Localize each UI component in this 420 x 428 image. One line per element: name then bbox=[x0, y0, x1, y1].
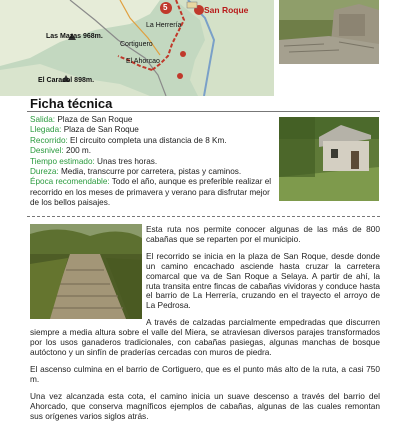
dashed-divider bbox=[27, 216, 380, 217]
photo-spacer bbox=[30, 225, 146, 321]
ficha-row-dureza bbox=[30, 167, 274, 177]
ficha-key: Llegada: bbox=[30, 125, 62, 135]
ficha-row-recorrido bbox=[30, 136, 274, 146]
ficha-tecnica-list bbox=[30, 115, 274, 209]
ficha-value: Plaza de San Roque bbox=[55, 115, 133, 124]
ficha-value: 200 m. bbox=[63, 146, 91, 156]
ficha-key: Tiempo estimado: bbox=[30, 156, 95, 166]
cabin-image bbox=[279, 117, 379, 201]
section-divider bbox=[27, 111, 380, 112]
ficha-value: Media, transcurre por carretera, pistas y caminos. bbox=[58, 167, 242, 177]
paragraph: Esta ruta nos permite conocer algunas de las más de 800 cabañas que se reparten por el municipio. bbox=[146, 224, 380, 244]
ficha-key: Época recomendable: bbox=[30, 177, 110, 187]
ficha-value: El circuito completa una distancia de 8 Km. bbox=[67, 135, 227, 145]
ficha-row-epoca bbox=[30, 177, 274, 208]
stone-wall-photo bbox=[279, 0, 379, 64]
map-label-cortiguero: Cortiguero bbox=[120, 41, 153, 48]
ficha-key: Desnivel: bbox=[30, 146, 64, 156]
cabin-photo bbox=[279, 117, 379, 201]
map-label-el-ahorcao: El Ahorcao bbox=[126, 58, 160, 65]
ficha-row-salida bbox=[30, 115, 274, 125]
map-label-la-herreria: La Herrería bbox=[146, 22, 182, 29]
paragraph: A través de calzadas parcialmente empedradas que discurren siempre a media altura sobre el valle del Miera, se atraviesan diversos parajes transformados por los usos ganaderos tradicionales, con cabañas pasiegas, algunas manchas de bosque autóctono y un sinfín de praderías cercadas con muros de piedra. bbox=[30, 317, 380, 357]
ficha-tecnica-heading: Ficha técnica bbox=[30, 96, 113, 111]
ficha-value: Todo el año, aunque es preferible realizar el recorrido en los meses de primavera y verano para disfrutar mejor de los bellos paisajes. bbox=[30, 177, 272, 208]
map-label-el-caracol: El Caracol 898m. bbox=[38, 77, 95, 84]
paragraph: El recorrido se inicia en la plaza de San Roque, desde donde un camino encachado asciende hasta cruzar la carretera comarcal que va de San Roque a Selaya. A partir de ahí, la ruta transita entre fincas de cabañas vividoras y conduce hasta el barrio de La Herrería, cruzando en el trayecto el arroyo de La Pedrosa. bbox=[146, 250, 380, 311]
paragraph: Una vez alcanzada esta cota, el camino inicia un suave descenso a través del barrio del Ahorcado, que conserva magníficos ejemplos de cabañas, algunas de las cuales remontan sus orígenes varios siglos atrás. bbox=[30, 390, 380, 421]
ficha-key: Recorrido: bbox=[30, 135, 68, 145]
ficha-row-llegada bbox=[30, 125, 274, 135]
paragraph: El ascenso culmina en el barrio de Cortiguero, que es el punto más alto de la ruta, a casi 750 m. bbox=[30, 363, 380, 384]
map-label-san-roque: San Roque bbox=[204, 5, 249, 15]
ficha-value: Plaza de San Roque bbox=[61, 125, 139, 135]
ficha-row-desnivel bbox=[30, 146, 274, 156]
map-label-las-mazas: Las Mazas 968m. bbox=[46, 33, 103, 40]
stone-wall-image bbox=[279, 0, 379, 64]
ficha-key: Dureza: bbox=[30, 167, 59, 177]
ficha-row-tiempo bbox=[30, 157, 274, 167]
map-marker-number: 5 bbox=[163, 3, 168, 12]
ficha-key: Salida: bbox=[30, 115, 56, 124]
route-map bbox=[0, 0, 274, 96]
ficha-value: Unas tres horas. bbox=[94, 156, 158, 166]
route-description bbox=[30, 225, 380, 428]
